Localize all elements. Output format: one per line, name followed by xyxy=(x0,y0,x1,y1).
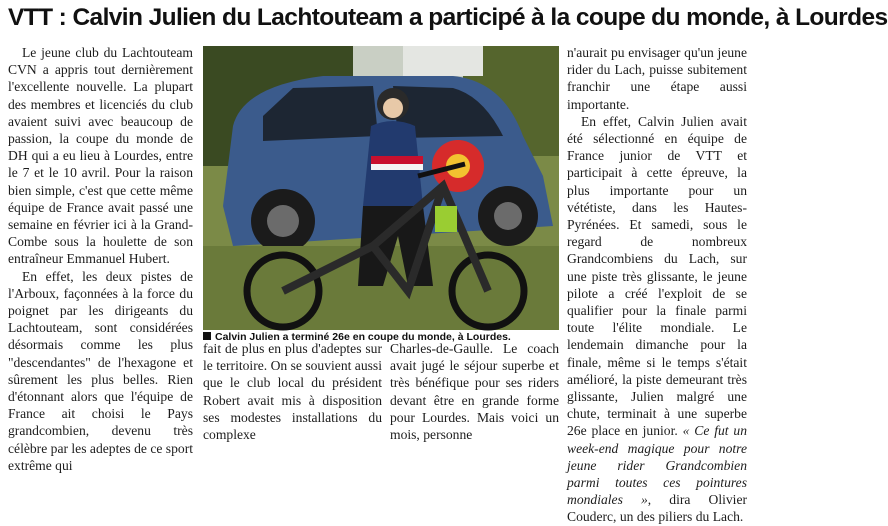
paragraph: Charles-de-Gaulle. Le coach avait jugé le séjour superbe et très bénéfique pour ses riders devant être en grande forme pour Lourdes. Mais voici un mois, personne xyxy=(390,341,559,443)
paragraph: n'aurait pu envisager qu'un jeune rider du Lach, puisse subitement franchir une étape aussi importante. xyxy=(567,45,747,112)
quote: « Ce fut un week-end magique pour notre jeune rider Grandcombien parmi toutes ces pointures mondiales » xyxy=(567,423,747,508)
article-column-4 xyxy=(567,44,747,526)
paragraph: Le jeune club du Lachtouteam CVN a appris tout dernièrement l'excellente nouvelle. La plupart des membres et licenciés du club avaient suivi avec beaucoup de passion, la coupe du monde de DH qui a eu lieu à Lourdes, entre le 7 et le 10 avril. Pour la raison bien simple, c'est que cette même équipe de France avait passé une semaine en février ici à la Grand-Combe sous la houlette de son entraîneur Emmanuel Hubert. xyxy=(8,45,193,267)
paragraph xyxy=(567,113,747,526)
paragraph: En effet, les deux pistes de l'Arboux, façonnées à la force du poignet par les dirigeants du Lachtouteam, sont considérées désormais comme les plus "descendantes" de l'hexagone et sûrement les plus belles. Rien d'étonnant alors que l'équipe de France ait choisi le Pays grandcombien, devenu très célèbre par les adeptes de ce sport extrême qui xyxy=(8,268,193,473)
quote-attribution: , dira Olivier Couderc, un des piliers du Lach. xyxy=(567,492,748,525)
caption-text: Calvin Julien a terminé 26e en coupe du monde, à Lourdes. xyxy=(215,331,511,343)
article-headline: VTT : Calvin Julien du Lachtouteam a participé à la coupe du monde, à Lourdes xyxy=(8,4,888,31)
bullet-square-icon xyxy=(203,332,211,340)
paragraph: fait de plus en plus d'adeptes sur le territoire. On se souvient aussi que le club local du président Robert avait mis à disposition ses modestes installations du complexe xyxy=(203,341,382,443)
paragraph-body: En effet, Calvin Julien avait été sélectionné en équipe de France junior de VTT et participait à cette épreuve, la plus importante pour un vététiste, dans les Hautes-Pyrénées. Et samedi, sous le regard de nombreux Grandcombiens du Lach, sur une piste très glissante, le jeune pilote a créé l'exploit de se qualifier pour la finale parmi toute l'élite mondiale. Le lendemain dimanche pour la finale, même si le temps s'était amélioré, la piste demeurant très glissante, Julien malgré une chute, terminait à une superbe 26e place en junior. xyxy=(567,113,747,439)
article-column-1 xyxy=(8,44,193,474)
article-column-3 xyxy=(390,340,559,443)
article-photo xyxy=(203,46,559,330)
article-column-2 xyxy=(203,340,382,443)
rider-photo-icon xyxy=(203,46,559,330)
